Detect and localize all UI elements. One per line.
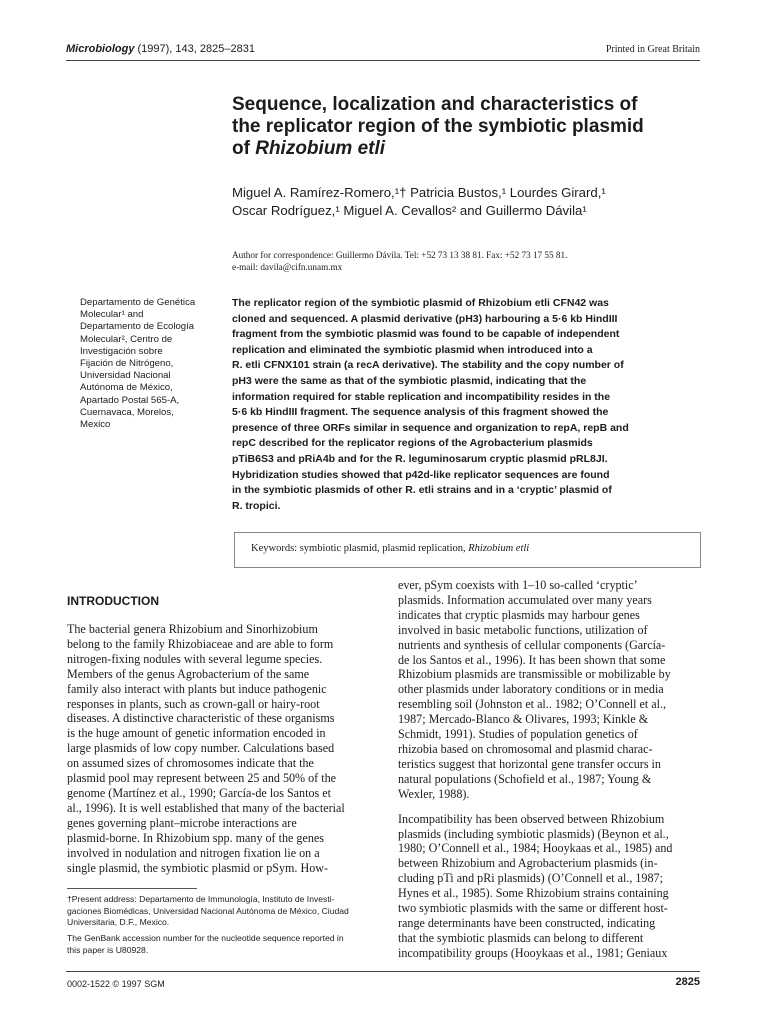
body-line: Schmidt, 1991). Studies of population genetics of [398,727,638,742]
footnote-line: gaciones Biomédicas, Universidad Nacional Autónoma de México, Ciudad [67,905,349,916]
affiliation-line: Apartado Postal 565-A, [80,394,180,406]
abstract-line: R. etli CFNX101 strain (a recA derivative). The stability and the copy number of [232,359,624,372]
abstract-line: 5·6 kb HindIII fragment. The sequence analysis of this fragment showed the [232,406,609,419]
footnote-line: Universitaria, D.F., Mexico. [67,917,170,928]
body-line: 1980; O’Connell et al., 1984; Hooykaas et al., 1985) and [398,841,673,856]
body-line: other plasmids under laboratory conditions or in media [398,682,664,697]
title-line: of Rhizobium etli [232,138,386,159]
title-line: the replicator region of the symbiotic plasmid [232,116,644,137]
header-divider [66,60,700,61]
affiliation-line: Departamento de Genética [80,297,196,308]
abstract [232,296,702,514]
affiliation-line: Fijación de Nitrógeno, [80,358,174,370]
affiliation-line: Universidad Nacional [80,370,171,382]
keyword-species: Rhizobium etli [468,543,530,554]
journal-name: Microbiology [66,43,135,55]
body-line: cluding pTi and pRi plasmids) (O’Connell et al., 1987; [398,871,663,886]
affiliation-line: Cuernavaca, Morelos, [80,406,174,418]
footnotes [67,894,371,957]
affiliation-line: Investigación sobre [80,345,163,357]
title-line: Sequence, localization and characteristics of [232,94,638,115]
abstract-line: The replicator region of the symbiotic plasmid of Rhizobium etli CFN42 was [232,297,609,309]
body-line: plasmid pool may represent between 25 and 50% of the [67,771,337,786]
body-line: involved in basic metabolic functions, utilization of [398,622,648,637]
body-line: rhizobia based on chromosomal and plasmid charac- [398,741,653,756]
printed-in-note: Printed in Great Britain [605,44,700,55]
body-line: belong to the family Rhizobiaceae and are able to form [67,636,334,651]
body-line: plasmid-borne. In Rhizobium spp. many of the genes [67,830,324,845]
body-line: 1987; Mercado-Blanco & Olivares, 1993; Kinkle & [398,712,649,727]
body-line: responses in plants, such as crown-gall or hairy-root [67,696,320,711]
abstract-line: R. tropici. [232,499,281,512]
body-line: Rhizobium plasmids are transmissible or mobilizable by [398,667,671,682]
footnote-divider [67,888,197,889]
body-line: al., 1996). It is well established that many of the bacterial [67,800,345,815]
keywords-text: Keywords: symbiotic plasmid, plasmid replication, Rhizobium etli [251,543,530,554]
section-heading-introduction: INTRODUCTION [67,594,159,608]
footnote-line: The GenBank accession number for the nucleotide sequence reported in [67,933,344,944]
body-line: Incompatibility has been observed between Rhizobium [398,811,665,826]
footnote-line: this paper is U80928. [67,944,149,955]
body-line: single plasmid, the symbiotic plasmid or pSym. How- [67,860,329,875]
affiliation-line: Departamento de Ecología [80,321,195,333]
body-line: Wexler, 1988). [398,786,470,801]
correspondence-contact: Author for correspondence: Guillermo Dávila. Tel: +52 73 13 38 81. Fax: +52 73 17 55 81. [232,250,568,260]
body-line: on assumed sizes of chromosomes indicate that the [67,756,314,771]
body-line: plasmids. Information accumulated over many years [398,592,652,607]
body-line: The bacterial genera Rhizobium and Sinorhizobium [67,622,318,636]
keywords-box [234,532,701,568]
body-line: is the huge amount of genetic information encoded in [67,726,326,741]
author-list [232,184,702,220]
affiliation-line: Molecular², Centro de [80,333,173,345]
body-line: plasmids (including symbiotic plasmids) (Beynon et al., [398,826,669,841]
body-line: family also interact with plants but induce pathogenic [67,681,327,696]
abstract-line: information required for stable replication and incompatibility resides in the [232,390,611,403]
body-line: two symbiotic plasmids with the same or different host- [398,901,668,916]
body-line: ever, pSym coexists with 1–10 so-called ‘cryptic’ [398,578,638,592]
journal-citation [66,43,255,55]
keywords-label: Keywords: [251,543,298,554]
page-number: 2825 [675,976,700,988]
body-line: Members of the genus Agrobacterium of the same [67,666,310,681]
body-line: that the symbiotic plasmids can belong to different [398,930,644,945]
journal-volume-pages: (1997), 143, 2825–2831 [134,43,255,55]
body-line: genes governing plant–microbe interactions are [67,815,297,830]
body-line: genome (Martínez et al., 1990; García-de los Santos et [67,785,331,800]
body-line: large plasmids of low copy number. Calculations based [67,741,335,756]
author-line: Miguel A. Ramírez-Romero,¹† Patricia Bustos,¹ Lourdes Girard,¹ [232,185,606,200]
affiliation-line: Mexico [80,419,111,431]
right-column [398,578,702,961]
article-title [232,94,702,160]
body-line: range determinants have been constructed, indicating [398,915,656,930]
affiliation-line: Autónoma de México, [80,382,173,394]
correspondence-email: e-mail: davila@cifn.unam.mx [232,262,343,272]
body-line: incompatibility groups (Hooykaas et al., 1981; Geniaux [398,945,668,960]
issn-copyright: 0002-1522 © 1997 SGM [67,979,165,989]
footer-divider [66,971,700,972]
abstract-line: Hybridization studies showed that p42d-like replicator sequences are found [232,468,610,481]
body-line: teristics suggest that horizontal gene transfer occurs in [398,756,661,771]
abstract-line: in the symbiotic plasmids of other R. etli strains and in a ‘cryptic’ plasmid of [232,484,612,497]
title-species: Rhizobium etli [255,138,386,159]
footnote-line: †Present address: Departamento de Immunología, Instituto de Investi- [67,894,335,904]
abstract-line: cloned and sequenced. A plasmid derivative (pH3) harbouring a 5·6 kb HindIII [232,312,618,325]
author-line: Oscar Rodríguez,¹ Miguel A. Cevallos² and Guillermo Dávila¹ [232,203,587,218]
body-line: Hynes et al., 1985). Some Rhizobium strains containing [398,886,669,901]
affiliation-line: Molecular¹ and [80,309,144,321]
abstract-line: pTiB6S3 and pRiA4b and for the R. leguminosarum cryptic plasmid pRL8JI. [232,452,608,465]
affiliation-block [80,297,230,431]
body-line: involved in nodulation and nitrogen fixation lie on a [67,845,320,860]
body-line: de los Santos et al., 1996). It has been shown that some [398,652,666,667]
abstract-line: repC described for the replicator regions of the Agrobacterium plasmids [232,437,593,450]
abstract-line: presence of three ORFs similar in sequence and organization to repA, repB and [232,421,629,434]
abstract-line: fragment from the symbiotic plasmid was found to be capable of independent [232,328,620,341]
body-line: diseases. A distinctive characteristic of these organisms [67,711,335,726]
abstract-line: pH3 were the same as that of the symbiotic plasmid, indicating that the [232,374,587,387]
body-line: indicates that cryptic plasmids may harbour genes [398,607,640,622]
correspondence-note [232,249,702,273]
abstract-line: replication and eliminated the symbiotic plasmid when introduced into a [232,343,593,356]
left-column [67,622,371,875]
body-line: nitrogen-fixing nodules with several legume species. [67,651,323,666]
body-line: nutrients and synthesis of cellular components (García- [398,637,666,652]
body-line: resembling soil (Johnston et al.. 1982; O’Connell et al., [398,697,667,712]
body-line: between Rhizobium and Agrobacterium plasmids (in- [398,856,658,871]
body-line: natural populations (Schofield et al., 1987; Young & [398,771,652,786]
paragraph-gap [398,802,702,812]
